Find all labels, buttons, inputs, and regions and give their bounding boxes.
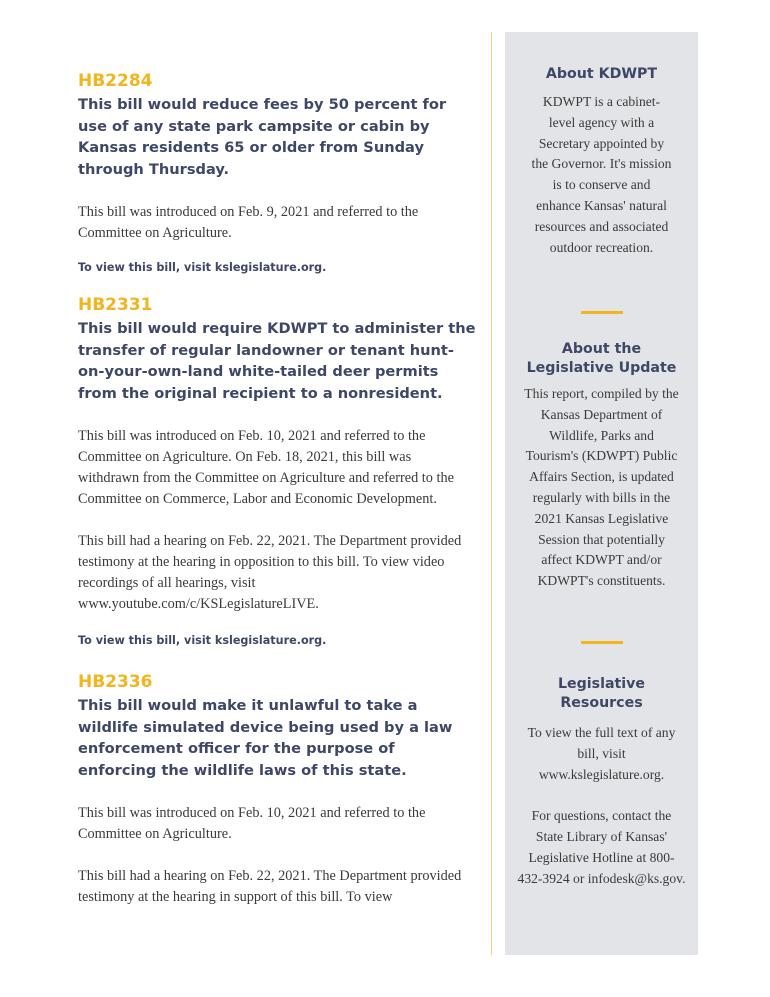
resources-text-view: To view the full text of any bill, visit www.kslegislature.org. [527, 725, 676, 782]
bill-paragraph: This bill had a hearing on Feb. 22, 2021. The Department provided testimony at the hearing in opposition to this bill. To view video recordings of all hearings, visit www.youtube.com/c/KSLegislatureLIVE. [78, 533, 462, 612]
about-update-heading: About the Legislative Update [526, 341, 677, 376]
accent-divider [581, 311, 623, 314]
about-kdwpt-text: KDWPT is a cabinet-level agency with a Secretary appointed by the Governor. It's mission is to conserve and enhance Kansas' natural resources and associated outdoor recreation. [531, 94, 672, 255]
bill-id: HB2336 [78, 672, 153, 692]
bill-link[interactable]: To view this bill, visit kslegislature.org. [78, 634, 327, 647]
bill-paragraph: This bill was introduced on Feb. 10, 2021 and referred to the Committee on Agriculture. On Feb. 18, 2021, this bill was withdrawn from the Committee on Agriculture and referred to the Committee on Commerce, Labor and Economic Development. [78, 428, 454, 507]
bill-paragraph: This bill was introduced on Feb. 10, 2021 and referred to the Committee on Agriculture. [78, 805, 426, 842]
accent-divider [581, 641, 623, 644]
resources-text-contact: For questions, contact the State Library of Kansas' Legislative Hotline at 800-432-3924 or infodesk@ks.gov. [517, 808, 686, 886]
bill-link[interactable]: To view this bill, visit kslegislature.org. [78, 261, 327, 274]
bill-id: HB2331 [78, 295, 153, 315]
bill-hb2284 [78, 70, 478, 276]
about-update-block [505, 340, 698, 592]
resources-heading: Legislative Resources [557, 676, 646, 711]
bill-hb2336 [78, 671, 478, 908]
bill-paragraph: This bill had a hearing on Feb. 22, 2021. The Department provided testimony at the hearing in support of this bill. To view [78, 868, 462, 905]
resources-block [505, 675, 698, 890]
about-update-text: This report, compiled by the Kansas Department of Wildlife, Parks and Tourism's (KDWPT) Public Affairs Section, is updated regularly with bills in the 2021 Kansas Legislative Session that potentially affect KDWPT and/or KDWPT's constituents. [524, 386, 679, 589]
bill-summary: This bill would make it unlawful to take a wildlife simulated device being used by a law enforcement officer for the purpose of enforcing the wildlife laws of this state. [78, 697, 453, 779]
about-kdwpt-block [505, 65, 698, 258]
sidebar [505, 32, 698, 955]
bill-paragraph: This bill was introduced on Feb. 9, 2021 and referred to the Committee on Agriculture. [78, 204, 419, 241]
bill-hb2331 [78, 294, 478, 649]
bill-id: HB2284 [78, 71, 153, 91]
bill-summary: This bill would reduce fees by 50 percent for use of any state park campsite or cabin by Kansas residents 65 or older from Sunday through Thursday. [78, 96, 447, 178]
bill-summary: This bill would require KDWPT to administer the transfer of regular landowner or tenant hunt-on-your-own-land white-tailed deer permits from the original recipient to a nonresident. [78, 320, 476, 402]
about-kdwpt-heading: About KDWPT [545, 66, 658, 82]
column-divider [491, 32, 492, 955]
main-column [78, 70, 478, 908]
